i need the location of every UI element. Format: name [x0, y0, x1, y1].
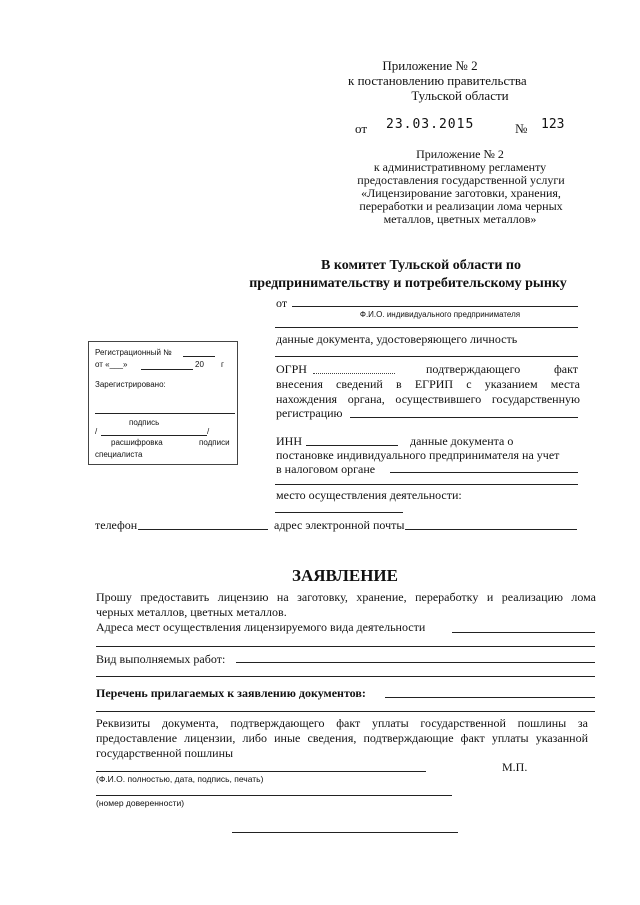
addressee-line2: предпринимательству и потребительскому рынку [249, 276, 567, 291]
payment-line1: Реквизиты документа, подтверждающего факт уплаты государственной пошлины за [96, 716, 588, 730]
ogrn-fact: факт [554, 362, 579, 376]
reg-slash-left: / [95, 427, 98, 436]
reg-specialist-caption: специалиста [95, 450, 143, 459]
ogrn-line4: регистрацию [276, 406, 343, 420]
bottom-line [232, 832, 458, 833]
id-document-line[interactable] [275, 356, 578, 357]
reglament-line3: предоставления государственной услуги [357, 173, 565, 187]
id-document-label: данные документа, удостоверяющего личность [276, 332, 518, 346]
statement-title: ЗАЯВЛЕНИЕ [291, 566, 398, 585]
fio-continue-line[interactable] [275, 327, 578, 328]
reg-date-prefix: от «___» [95, 360, 128, 369]
reg-slash-right: / [207, 427, 210, 436]
reg-signature-line[interactable] [95, 413, 235, 414]
ogrn-label: ОГРН [276, 362, 307, 376]
registration-box [88, 341, 238, 465]
reglament-appendix: Приложение № 2 [416, 147, 504, 161]
reg-signatures-caption: подписи [199, 438, 230, 447]
documents-input-line-2[interactable] [96, 711, 595, 712]
documents-label: Перечень прилагаемых к заявлению документов: [96, 686, 366, 700]
addresses-input-line[interactable] [452, 632, 595, 633]
fio-sign-line[interactable] [96, 771, 426, 772]
fio-sign-caption: (Ф.И.О. полностью, дата, подпись, печать) [96, 774, 264, 784]
reg-date-year: 20 [195, 360, 204, 369]
inn-label: ИНН [276, 434, 302, 448]
reg-date-line[interactable] [141, 369, 193, 370]
reg-decoding-caption: расшифровка [111, 438, 163, 447]
registered-label: Зарегистрировано: [95, 380, 166, 389]
reg-number-label: Регистрационный № [95, 348, 172, 357]
addresses-input-line-2[interactable] [96, 646, 595, 647]
number-prefix: № [515, 121, 528, 136]
reg-decoding-line[interactable] [101, 435, 207, 436]
from-label: от [276, 296, 288, 310]
decree-date: 23.03.2015 [386, 117, 475, 132]
appendix-region: Тульской области [411, 88, 509, 103]
inn-line2: постановке индивидуального предпринимателя на учет [276, 448, 560, 462]
phone-label: телефон [95, 518, 138, 532]
tax-authority-line-2[interactable] [275, 484, 578, 485]
payment-line2: предоставление лицензии, либо иные сведения, подтверждающие факт уплаты указанной [96, 731, 588, 745]
reglament-line2: к административному регламенту [373, 160, 547, 174]
ogrn-line3: нахождения органа, осуществившего государственную [276, 392, 580, 406]
fio-input-line[interactable] [292, 306, 578, 307]
addresses-label: Адреса мест осуществления лицензируемого вида деятельности [96, 620, 426, 634]
reg-date-suffix: г [221, 360, 224, 369]
phone-input-line[interactable] [138, 529, 268, 530]
reg-number-line[interactable] [183, 356, 215, 357]
inn-input-line[interactable] [306, 445, 398, 446]
activity-place-label: место осуществления деятельности: [276, 488, 462, 502]
decree-number: 123 [541, 117, 565, 132]
payment-line3: государственной пошлины [96, 746, 234, 760]
reglament-line5: переработки и реализации лома черных [359, 199, 563, 213]
works-label: Вид выполняемых работ: [96, 652, 226, 666]
date-prefix: от [355, 121, 368, 136]
inn-line3: в налоговом органе [276, 462, 376, 476]
works-input-line-2[interactable] [96, 676, 595, 677]
activity-place-line[interactable] [275, 512, 403, 513]
email-label: адрес электронной почты [274, 518, 405, 532]
documents-input-line[interactable] [385, 697, 595, 698]
fio-caption: Ф.И.О. индивидуального предпринимателя [359, 310, 521, 319]
ogrn-confirming: подтверждающего [426, 362, 521, 376]
ogrn-line2: внесения сведений в ЕГРИП с указанием места [276, 377, 580, 391]
proxy-caption: (номер доверенности) [96, 798, 185, 808]
inn-tax-doc: данные документа о [410, 434, 514, 448]
stamp-place: М.П. [502, 760, 528, 774]
request-line1: Прошу предоставить лицензию на заготовку, хранение, переработку и реализацию лома [96, 590, 596, 604]
reglament-line4: «Лицензирование заготовки, хранения, [361, 186, 561, 200]
reglament-line6: металлов, цветных металлов» [383, 212, 537, 226]
addressee-line1: В комитет Тульской области по [321, 258, 521, 273]
appendix-title: Приложение № 2 [382, 58, 478, 73]
appendix-subtitle: к постановлению правительства [348, 73, 527, 88]
ogrn-input-line[interactable] [313, 373, 395, 374]
email-input-line[interactable] [405, 529, 577, 530]
request-line2: черных металлов, цветных металлов. [96, 605, 287, 619]
registration-authority-line[interactable] [350, 417, 578, 418]
tax-authority-line[interactable] [390, 472, 578, 473]
works-input-line[interactable] [236, 662, 595, 663]
reg-signature-caption: подпись [129, 418, 160, 427]
proxy-line[interactable] [96, 795, 452, 796]
